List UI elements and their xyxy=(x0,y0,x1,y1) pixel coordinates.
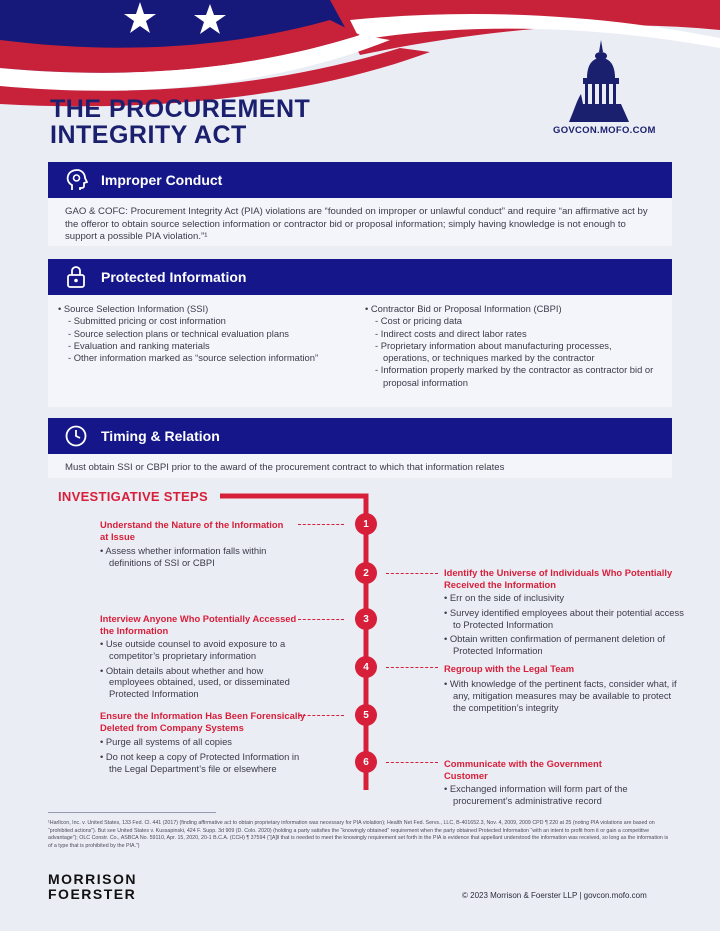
footnote-divider xyxy=(48,812,216,813)
list-item: - Cost or pricing data xyxy=(373,315,655,327)
step-title: Ensure the Information Has Been Forensically Deleted from Company Systems xyxy=(100,710,306,733)
copyright-text: © 2023 Morrison & Foerster LLP | govcon.mofo.com xyxy=(462,891,647,900)
improper-conduct-text: GAO & COFC: Procurement Integrity Act (PIA) violations are “founded on improper or unlawful conduct” and require “an affirmative act by the offeror to obtain source selection information or contractor bid or proposal information; simply having knowledge is not enough to support a possible PIA violation.”¹ xyxy=(65,206,648,242)
step-title: Identify the Universe of Individuals Who Potentially Received the Information xyxy=(444,567,673,590)
step-title: Regroup with the Legal Team xyxy=(444,663,575,674)
list-item: • Obtain written confirmation of permanent deletion of Protected Information xyxy=(444,633,684,657)
timing-relation-text: Must obtain SSI or CBPI prior to the award of the procurement contract to which that information relates xyxy=(65,462,505,473)
step-number-3: 3 xyxy=(355,608,377,630)
list-item: • Survey identified employees about their potential access to Protected Information xyxy=(444,607,684,631)
section-title: Timing & Relation xyxy=(101,428,220,444)
list-item: - Evaluation and ranking materials xyxy=(66,340,358,352)
list-item: - Indirect costs and direct labor rates xyxy=(373,328,655,340)
list-item: • Exchanged information will form part of the procurement’s administrative record xyxy=(444,783,684,807)
step-items xyxy=(100,638,300,703)
connector-line xyxy=(298,619,344,620)
connector-line xyxy=(298,524,344,525)
list-item: - Source selection plans or technical evaluation plans xyxy=(66,328,358,340)
list-item: • Assess whether information falls within definitions of SSI or CBPI xyxy=(100,545,300,569)
step-title: Interview Anyone Who Potentially Accessed the Information xyxy=(100,613,297,636)
footnote: ¹Harllcon, Inc. v. United States, 133 Fed. Cl. 441 (2017) (finding affirmative act to obtain proprietary information was necessary for PIA violation); Health Net Fed. Servs., LLC, B-401652.3, Nov. 4, 2009, 2009 CPD ¶ 220 at 25 (noting PIA violations are based on “prohibited actions”). But see United States v. Kussapinski, 424 F. Supp. 3d 909 (D. Colo. 2020) (holding a party satisfies the “knowingly obtained” requirement when the party obtained Protected Information “with an intent to profit from it or gain a competitive advantage”); OLC Constr. Co., ASBCA No. 59110, Apr. 15, 2020, 20-1 B.C.A. (CCH) ¶ 37594 (“[A]ll that is needed to meet the knowingly requirement set forth in the PIA is evidence that appellant understood the information was received, so long as the information is of a type that is prohibited by the PIA.”) xyxy=(48,820,669,849)
step-number-4: 4 xyxy=(355,656,377,678)
step-items xyxy=(444,592,684,660)
morrison-foerster-logo: MORRISON FOERSTER xyxy=(48,871,137,902)
page-title: THE PROCUREMENT INTEGRITY ACT xyxy=(50,95,311,149)
connector-line xyxy=(386,762,438,763)
investigative-steps-title: INVESTIGATIVE STEPS xyxy=(58,489,208,504)
step-number-6: 6 xyxy=(355,751,377,773)
step-items xyxy=(100,736,300,777)
connector-line xyxy=(386,573,438,574)
step-title: Communicate with the Government Customer xyxy=(444,758,602,781)
step-title: Understand the Nature of the Information at Issue xyxy=(100,519,284,542)
list-item: • Use outside counsel to avoid exposure to a competitor’s proprietary information xyxy=(100,638,300,662)
step-number-2: 2 xyxy=(355,562,377,584)
list-item: • Err on the side of inclusivity xyxy=(444,592,684,604)
list-item: • Purge all systems of all copies xyxy=(100,736,300,748)
list-item: - Submitted pricing or cost information xyxy=(66,315,358,327)
list-item: - Proprietary information about manufacturing processes, operations, or techniques marked by the contractor xyxy=(373,340,655,365)
connector-line xyxy=(386,667,438,668)
step-items xyxy=(444,783,684,810)
step-number-1: 1 xyxy=(355,513,377,535)
list-item: - Other information marked as “source selection information” xyxy=(66,352,358,364)
list-heading: • Contractor Bid or Proposal Information (CBPI) xyxy=(365,303,655,315)
website-url: GOVCON.MOFO.COM xyxy=(553,125,656,136)
section-title: Protected Information xyxy=(101,269,247,285)
list-item: • With knowledge of the pertinent facts, consider what, if any, mitigation measures may be available to protect the competition’s integrity xyxy=(444,678,684,713)
step-number-5: 5 xyxy=(355,704,377,726)
list-item: • Obtain details about whether and how employees obtained, used, or disseminated Protected Information xyxy=(100,665,300,700)
list-item: • Do not keep a copy of Protected Information in the Legal Department’s file or elsewhere xyxy=(100,751,300,775)
list-heading: • Source Selection Information (SSI) xyxy=(58,303,358,315)
list-item: - Information properly marked by the contractor as contractor bid or proposal information xyxy=(373,364,655,389)
step-items xyxy=(100,545,300,572)
section-title: Improper Conduct xyxy=(101,172,223,188)
step-items xyxy=(444,678,684,716)
